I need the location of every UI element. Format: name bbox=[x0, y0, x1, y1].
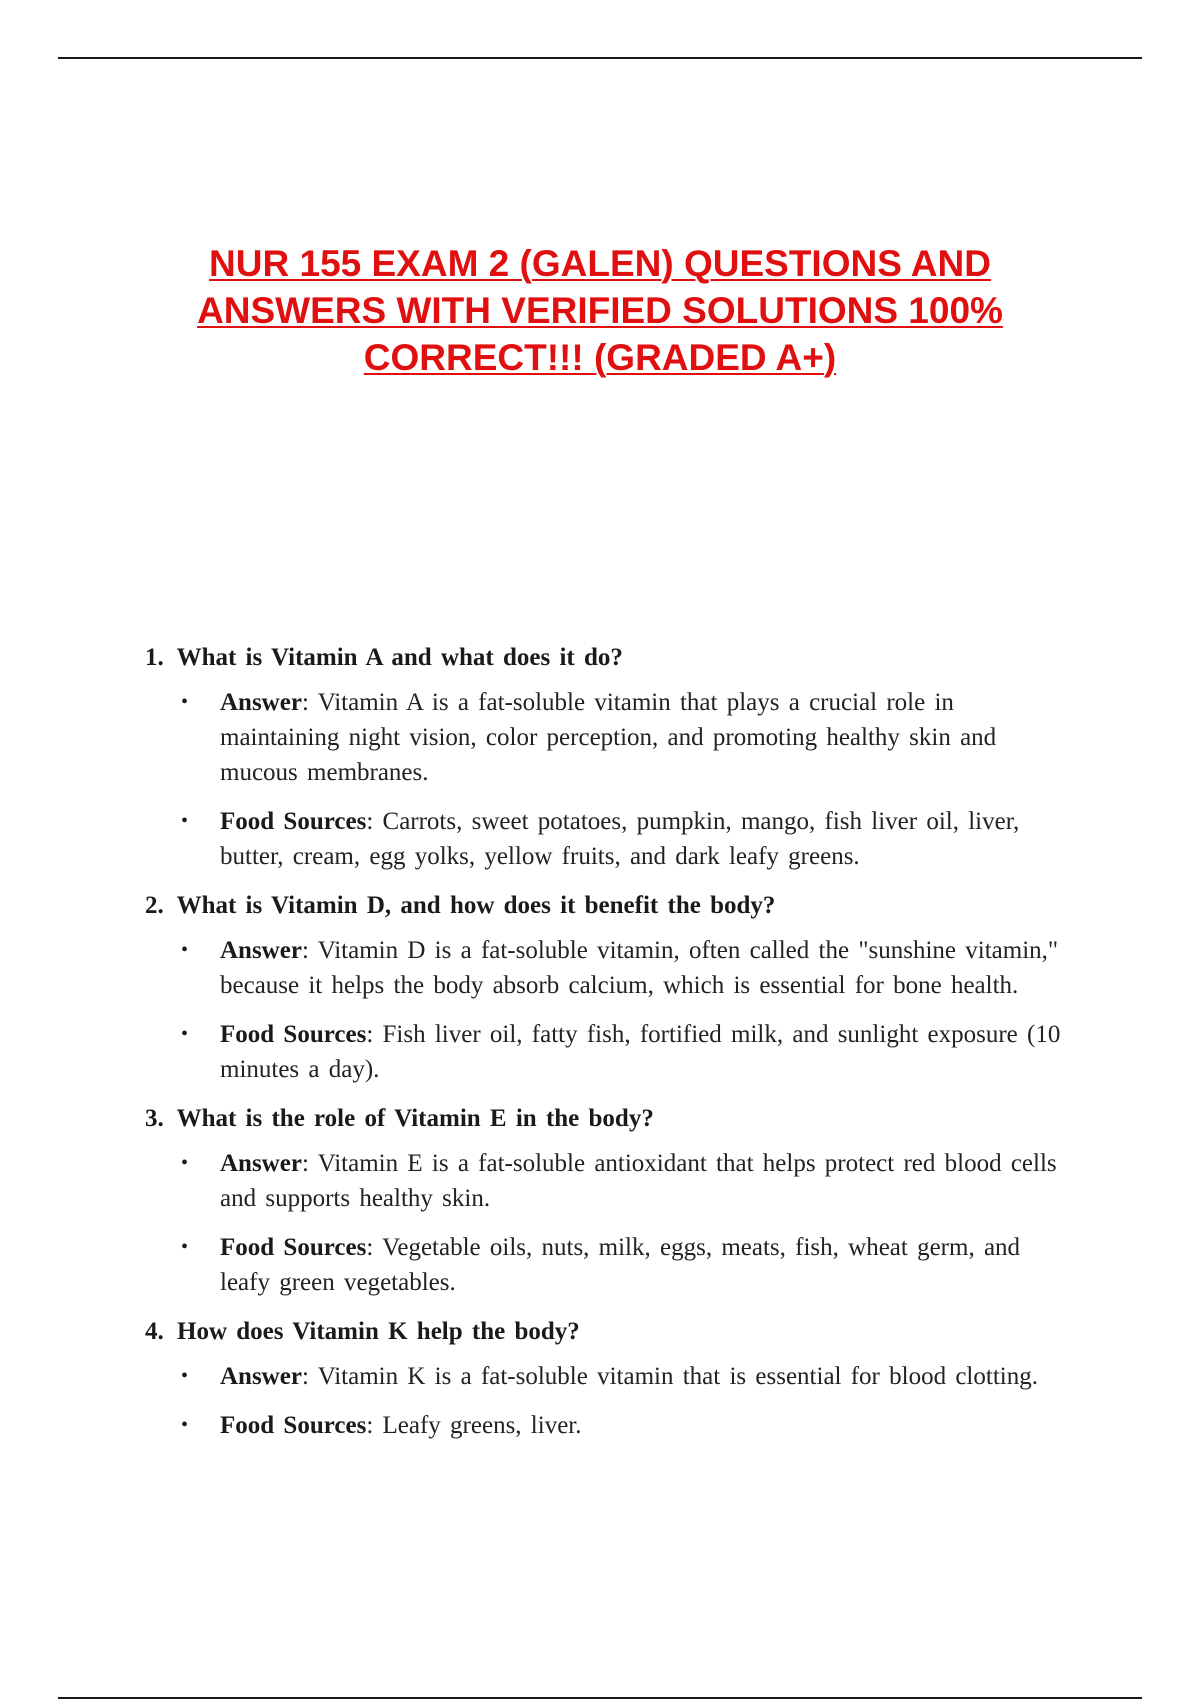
answer-list bbox=[145, 933, 1090, 1087]
top-rule bbox=[58, 57, 1142, 59]
document-title bbox=[130, 240, 1070, 381]
answer-item: • Answer: Vitamin E is a fat-soluble antioxidant that helps protect red blood cells and supports healthy skin. bbox=[145, 1146, 1090, 1216]
question-heading bbox=[145, 888, 1090, 924]
question-number: 4. bbox=[145, 1318, 164, 1345]
question-heading bbox=[145, 640, 1090, 676]
answer-text: Vitamin E is a fat-soluble antioxidant that helps protect red blood cells and supports healthy skin. bbox=[220, 1150, 1057, 1212]
bullet-icon: • bbox=[181, 1023, 189, 1045]
bullet-icon: • bbox=[181, 691, 189, 713]
bullet-icon: • bbox=[181, 1365, 189, 1387]
question-heading bbox=[145, 1101, 1090, 1137]
answer-label: Answer bbox=[220, 689, 302, 716]
bullet-icon: • bbox=[181, 1414, 189, 1436]
food-sources-item: • Food Sources: Fish liver oil, fatty fish, fortified milk, and sunlight exposure (10 minutes a day). bbox=[145, 1017, 1090, 1087]
bottom-rule bbox=[58, 1697, 1142, 1699]
food-sources-text: Vegetable oils, nuts, milk, eggs, meats, fish, wheat germ, and leafy green vegetables. bbox=[220, 1234, 1021, 1296]
answer-list bbox=[145, 1359, 1090, 1443]
answer-label: Answer bbox=[220, 1363, 302, 1390]
bullet-icon: • bbox=[181, 1152, 189, 1174]
question-text: What is Vitamin D, and how does it benefit the body? bbox=[176, 892, 776, 919]
food-sources-label: Food Sources bbox=[220, 1021, 367, 1048]
food-sources-label: Food Sources bbox=[220, 1234, 367, 1261]
bullet-icon: • bbox=[181, 810, 189, 832]
food-sources-item: • Food Sources: Leafy greens, liver. bbox=[145, 1408, 1090, 1443]
answer-label: Answer bbox=[220, 1150, 302, 1177]
title-line: CORRECT!!! (GRADED A+) bbox=[363, 337, 837, 378]
question-text: How does Vitamin K help the body? bbox=[177, 1318, 580, 1345]
question-number: 1. bbox=[145, 644, 164, 671]
food-sources-text: Carrots, sweet potatoes, pumpkin, mango, fish liver oil, liver, butter, cream, egg yolks, yellow fruits, and dark leafy greens. bbox=[220, 808, 1020, 870]
question-text: What is the role of Vitamin E in the body? bbox=[176, 1105, 654, 1132]
food-sources-label: Food Sources bbox=[220, 808, 367, 835]
food-sources-text: Leafy greens, liver. bbox=[382, 1412, 582, 1439]
bullet-icon: • bbox=[181, 1236, 189, 1258]
bullet-icon: • bbox=[181, 939, 189, 961]
title-line: NUR 155 EXAM 2 (GALEN) QUESTIONS AND bbox=[209, 243, 991, 284]
answer-text: Vitamin A is a fat-soluble vitamin that plays a crucial role in maintaining night vision, color perception, and promoting healthy skin and mucous membranes. bbox=[220, 689, 997, 786]
qa-content bbox=[145, 640, 1090, 1457]
food-sources-label: Food Sources bbox=[220, 1412, 367, 1439]
question-number: 3. bbox=[145, 1105, 164, 1132]
food-sources-item: • Food Sources: Carrots, sweet potatoes, pumpkin, mango, fish liver oil, liver, butter, cream, egg yolks, yellow fruits, and dark leafy greens. bbox=[145, 804, 1090, 874]
answer-text: Vitamin D is a fat-soluble vitamin, often called the "sunshine vitamin," because it helps the body absorb calcium, which is essential for bone health. bbox=[220, 937, 1059, 999]
question-text: What is Vitamin A and what does it do? bbox=[176, 644, 623, 671]
answer-label: Answer bbox=[220, 937, 302, 964]
food-sources-item: • Food Sources: Vegetable oils, nuts, milk, eggs, meats, fish, wheat germ, and leafy green vegetables. bbox=[145, 1230, 1090, 1300]
answer-item: • Answer: Vitamin A is a fat-soluble vitamin that plays a crucial role in maintaining night vision, color perception, and promoting healthy skin and mucous membranes. bbox=[145, 685, 1090, 790]
answer-item: • Answer: Vitamin D is a fat-soluble vitamin, often called the "sunshine vitamin," because it helps the body absorb calcium, which is essential for bone health. bbox=[145, 933, 1090, 1003]
question-heading bbox=[145, 1314, 1090, 1350]
food-sources-text: Fish liver oil, fatty fish, fortified milk, and sunlight exposure (10 minutes a day). bbox=[220, 1021, 1061, 1083]
question-number: 2. bbox=[145, 892, 164, 919]
answer-list bbox=[145, 685, 1090, 874]
answer-item: • Answer: Vitamin K is a fat-soluble vitamin that is essential for blood clotting. bbox=[145, 1359, 1090, 1394]
answer-list bbox=[145, 1146, 1090, 1300]
title-line: ANSWERS WITH VERIFIED SOLUTIONS 100% bbox=[197, 290, 1003, 331]
answer-text: Vitamin K is a fat-soluble vitamin that is essential for blood clotting. bbox=[317, 1363, 1038, 1390]
